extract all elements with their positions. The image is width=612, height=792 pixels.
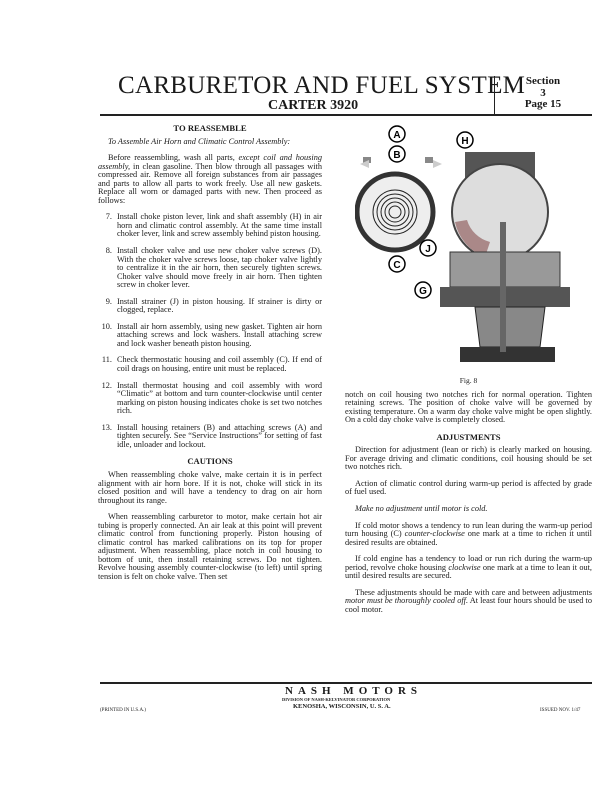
intro-italic: except coil and housing assembly, (98, 153, 323, 171)
step-text: Install thermostat housing and coil assembly with word “Climatic” at bottom and turn counter-clockwise until center marking on piston housing indicates choke is set two notches rich. (117, 380, 322, 416)
issued-date: ISSUED NOV. 1/47 (540, 708, 581, 713)
step-number: 7. (105, 212, 112, 222)
header-rule (100, 114, 592, 116)
svg-text:H: H (461, 136, 469, 147)
step-number: 13. (101, 422, 112, 432)
text-italic: clockwise (448, 562, 481, 572)
adjustment-paragraph (345, 555, 592, 581)
step-number: 10. (101, 321, 112, 331)
intro-text-2: in clean gasoline. Then blow through all passages with compressed air. Remove all foreign substances from air passages and parts to allow all parts to work freely. Use all new gaskets. Replace all worn or damaged parts with new. Then proceed as follows: (98, 161, 322, 205)
cautions-heading: CAUTIONS (187, 456, 233, 467)
adjustment-paragraph: Action of climatic control during warm-up period is affected by grade of fuel used. (345, 478, 592, 497)
footer-location: KENOSHA, WISCONSIN, U. S. A. (293, 703, 391, 710)
text: If cold engine has a tendency to load or run rich during the warm-up period, revolve choke housing (345, 554, 592, 572)
text: one mark at a time to richen it until desired results are obtained. (345, 529, 592, 547)
step-item (98, 247, 322, 290)
printed-note: (PRINTED IN U.S.A.) (100, 708, 146, 713)
footer-division: DIVISION OF NASH-KELVINATOR CORPORATION (282, 697, 391, 702)
step-number: 11. (101, 355, 112, 365)
adjustment-paragraph: Direction for adjustment (lean or rich) is clearly marked on housing. For average driving and climatic conditions, coil housing should be set two notches rich. (345, 445, 592, 472)
continued-paragraph: notch on coil housing two notches rich for normal operation. Tighten retaining screws. The position of choke valve will be governed by existing temperature. On a warm day choke valve might be open slightly. On a cold day choke valve is completely closed. (345, 389, 592, 425)
step-item (98, 298, 322, 315)
page-number: Page 15 (524, 98, 562, 110)
step-item (98, 356, 322, 373)
figure-caption: Fig. 8 (459, 376, 478, 385)
step-text: Install choker valve and use new choker valve screws (D). With the choker valve screws loose, tap choker valve lightly to centralize it in the air horn, then securely tighten screws. Choker valve should move freely in air horn. Then tighten screw in choker lever. (117, 246, 322, 290)
footer-company: NASH MOTORS (285, 685, 423, 697)
text: At least four hours should be used to cool motor. (345, 596, 592, 614)
step-number: 12. (101, 380, 112, 390)
carburetor-figure (355, 122, 590, 370)
step-text: Check thermostatic housing and coil assembly (C). If end of coil drags on housing, entire unit must be replaced. (117, 355, 322, 374)
left-column (98, 124, 322, 590)
reassemble-heading: TO REASSEMBLE (173, 123, 247, 133)
step-text: Install housing retainers (B) and attaching screws (A) and tighten securely. See “Service Instructions” for setting of fast idle, unloader and lockout. (117, 422, 322, 449)
svg-text:C: C (393, 260, 401, 271)
step-text: Install strainer (J) in piston housing. If strainer is dirty or clogged, replace. (117, 296, 322, 315)
step-text: Install choke piston lever, link and shaft assembly (H) in air horn and climatic control assembly. At the same time install choker lever, link and screw assembly behind piston housing. (117, 212, 322, 239)
caution-paragraph: When reassembling choke valve, make certain it is in perfect alignment with air horn bore. If it is not, choke will stick in its closed position and will have a tendency to drag on air horn throughout its range. (98, 469, 322, 505)
section-label: Section (525, 75, 561, 87)
text: one mark at a time to lean it out, until desired results are secured. (345, 562, 592, 581)
text-italic: motor must be thoroughly cooled off. (345, 596, 469, 606)
step-item (98, 323, 322, 349)
step-number: 9. (105, 296, 112, 306)
adjustment-note: Make no adjustment until motor is cold. (355, 504, 488, 514)
step-text: Install air horn assembly, using new gasket. Tighten air horn attaching screws and lock washers. Install attaching screw and lock washer beneath piston housing. (117, 321, 322, 348)
adjustment-paragraph (345, 589, 592, 615)
text: These adjustments should be made with care and between adjustments (355, 587, 592, 597)
svg-text:A: A (393, 130, 401, 141)
step-number: 8. (105, 246, 112, 256)
right-column (345, 377, 592, 622)
adjustments-heading: ADJUSTMENTS (436, 431, 501, 442)
adjustment-paragraph (345, 522, 592, 548)
svg-text:G: G (419, 286, 427, 297)
intro-text: Before reassembling, wash all parts, (108, 153, 239, 163)
coil-housing-illustration (357, 157, 442, 250)
step-item (98, 382, 322, 416)
svg-text:J: J (425, 244, 431, 255)
page-title: CARBURETOR AND FUEL SYSTEM (118, 72, 526, 99)
page-subtitle: CARTER 3920 (268, 98, 359, 113)
step-item (98, 424, 322, 450)
text-italic: counter-clockwise (404, 529, 465, 539)
step-item (98, 213, 322, 239)
section-box (494, 76, 591, 114)
intro-paragraph (98, 154, 322, 205)
reassemble-subheading: To Assemble Air Horn and Climatic Control Assembly: (108, 136, 291, 146)
footer-rule (100, 682, 592, 684)
caution-paragraph: When reassembling carburetor to motor, make certain hot air tubing is properly connected. An air leak at this point will prevent climatic control from functioning properly. Piston housing of climatic control has marked calibrations on its top for proper adjustment. When reassembling, place notch in coil housing to bottom of unit, then install retaining screws. Do not tighten. Revolve housing assembly counter-clockwise (to left) until spring tension is felt on choke valve. Then set (98, 512, 322, 581)
text: If cold motor shows a tendency to run lean during the warm-up period turn housing (C) (345, 520, 592, 539)
svg-text:B: B (393, 150, 401, 161)
section-number: 3 (540, 86, 546, 99)
steps-list (98, 213, 322, 449)
carburetor-body-illustration (440, 152, 570, 362)
